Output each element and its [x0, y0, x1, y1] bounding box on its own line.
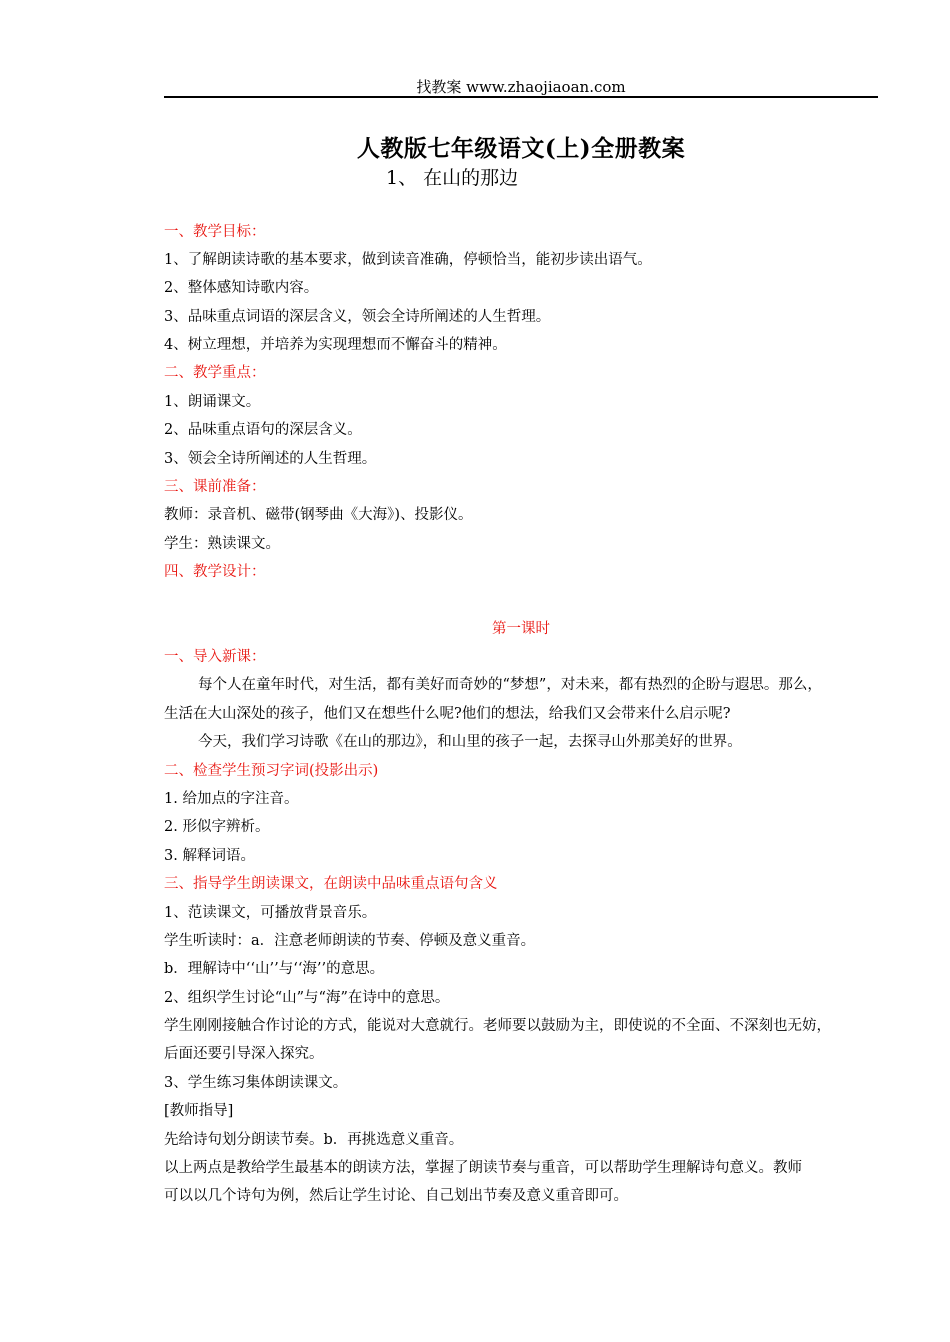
- prep-student: 学生：熟读课文。: [164, 536, 280, 552]
- goal-item: 3、品味重点词语的深层含义，领会全诗所阐述的人生哲理。: [164, 309, 551, 325]
- check-item: 1. 给加点的字注音。: [164, 791, 299, 807]
- goal-item: 4、树立理想，并培养为实现理想而不懈奋斗的精神。: [164, 337, 507, 353]
- guide-item: b．理解诗中‘‘山’’与‘‘海’’的意思。: [164, 961, 385, 977]
- guide-item: 1、范读课文，可播放背景音乐。: [164, 905, 377, 921]
- guide-note: 学生刚刚接触合作讨论的方式，能说对大意就行。老师要以鼓励为主，即使说的不全面、不深刻也无妨，: [164, 1018, 831, 1034]
- focus-item: 3、领会全诗所阐述的人生哲理。: [164, 451, 377, 467]
- goal-item: 1、了解朗读诗歌的基本要求，做到读音准确，停顿恰当，能初步读出语气。: [164, 252, 652, 268]
- guide-item: 学生听读时：a．注意老师朗读的节奏、停顿及意义重音。: [164, 933, 536, 949]
- goals-heading: 一、教学目标：: [164, 224, 266, 240]
- lesson-title: 1、 在山的那边: [386, 167, 519, 189]
- teacher-guide-item: 先给诗句划分朗读节奏。b．再挑选意义重音。: [164, 1132, 464, 1148]
- guide-item: 2、组织学生讨论“山”与“海”在诗中的意思。: [164, 990, 450, 1006]
- intro-paragraph: 每个人在童年时代，对生活，都有美好而奇妙的“梦想”，对未来，都有热烈的企盼与遐思。那么，: [198, 677, 822, 693]
- goal-item: 2、整体感知诗歌内容。: [164, 280, 319, 296]
- intro-paragraph: 今天，我们学习诗歌《在山的那边》，和山里的孩子一起，去探寻山外那美好的世界。: [198, 734, 742, 750]
- document-title: 人教版七年级语文(上)全册教案: [356, 135, 686, 162]
- period-heading: 第一课时: [492, 621, 550, 637]
- check-item: 2. 形似字辨析。: [164, 819, 270, 835]
- check-heading: 二、检查学生预习字词(投影出示): [164, 763, 379, 779]
- intro-heading: 一、导入新课：: [164, 649, 266, 665]
- design-heading: 四、教学设计：: [164, 564, 266, 580]
- guide-heading: 三、指导学生朗读课文，在朗读中品味重点语句含义: [164, 876, 498, 892]
- focus-heading: 二、教学重点：: [164, 365, 266, 381]
- page-header: 找教案 www.zhaojiaoan.com: [416, 78, 626, 96]
- prep-heading: 三、课前准备：: [164, 479, 266, 495]
- teacher-guide-item: 以上两点是教给学生最基本的朗读方法，掌握了朗读节奏与重音，可以帮助学生理解诗句意义。教师: [164, 1160, 802, 1176]
- guide-note: 后面还要引导深入探究。: [164, 1046, 324, 1062]
- intro-paragraph: 生活在大山深处的孩子，他们又在想些什么呢?他们的想法，给我们又会带来什么启示呢?: [164, 706, 731, 722]
- teacher-guide-item: 可以以几个诗句为例，然后让学生讨论、自己划出节奏及意义重音即可。: [164, 1188, 628, 1204]
- prep-teacher: 教师：录音机、磁带(钢琴曲《大海》)、投影仪。: [164, 507, 473, 523]
- check-item: 3. 解释词语。: [164, 848, 255, 864]
- focus-item: 1、朗诵课文。: [164, 394, 261, 410]
- guide-item: 3、学生练习集体朗读课文。: [164, 1075, 348, 1091]
- header-divider: [164, 96, 878, 98]
- focus-item: 2、品味重点语句的深层含义。: [164, 422, 362, 438]
- teacher-guide-heading: [教师指导]: [164, 1103, 234, 1119]
